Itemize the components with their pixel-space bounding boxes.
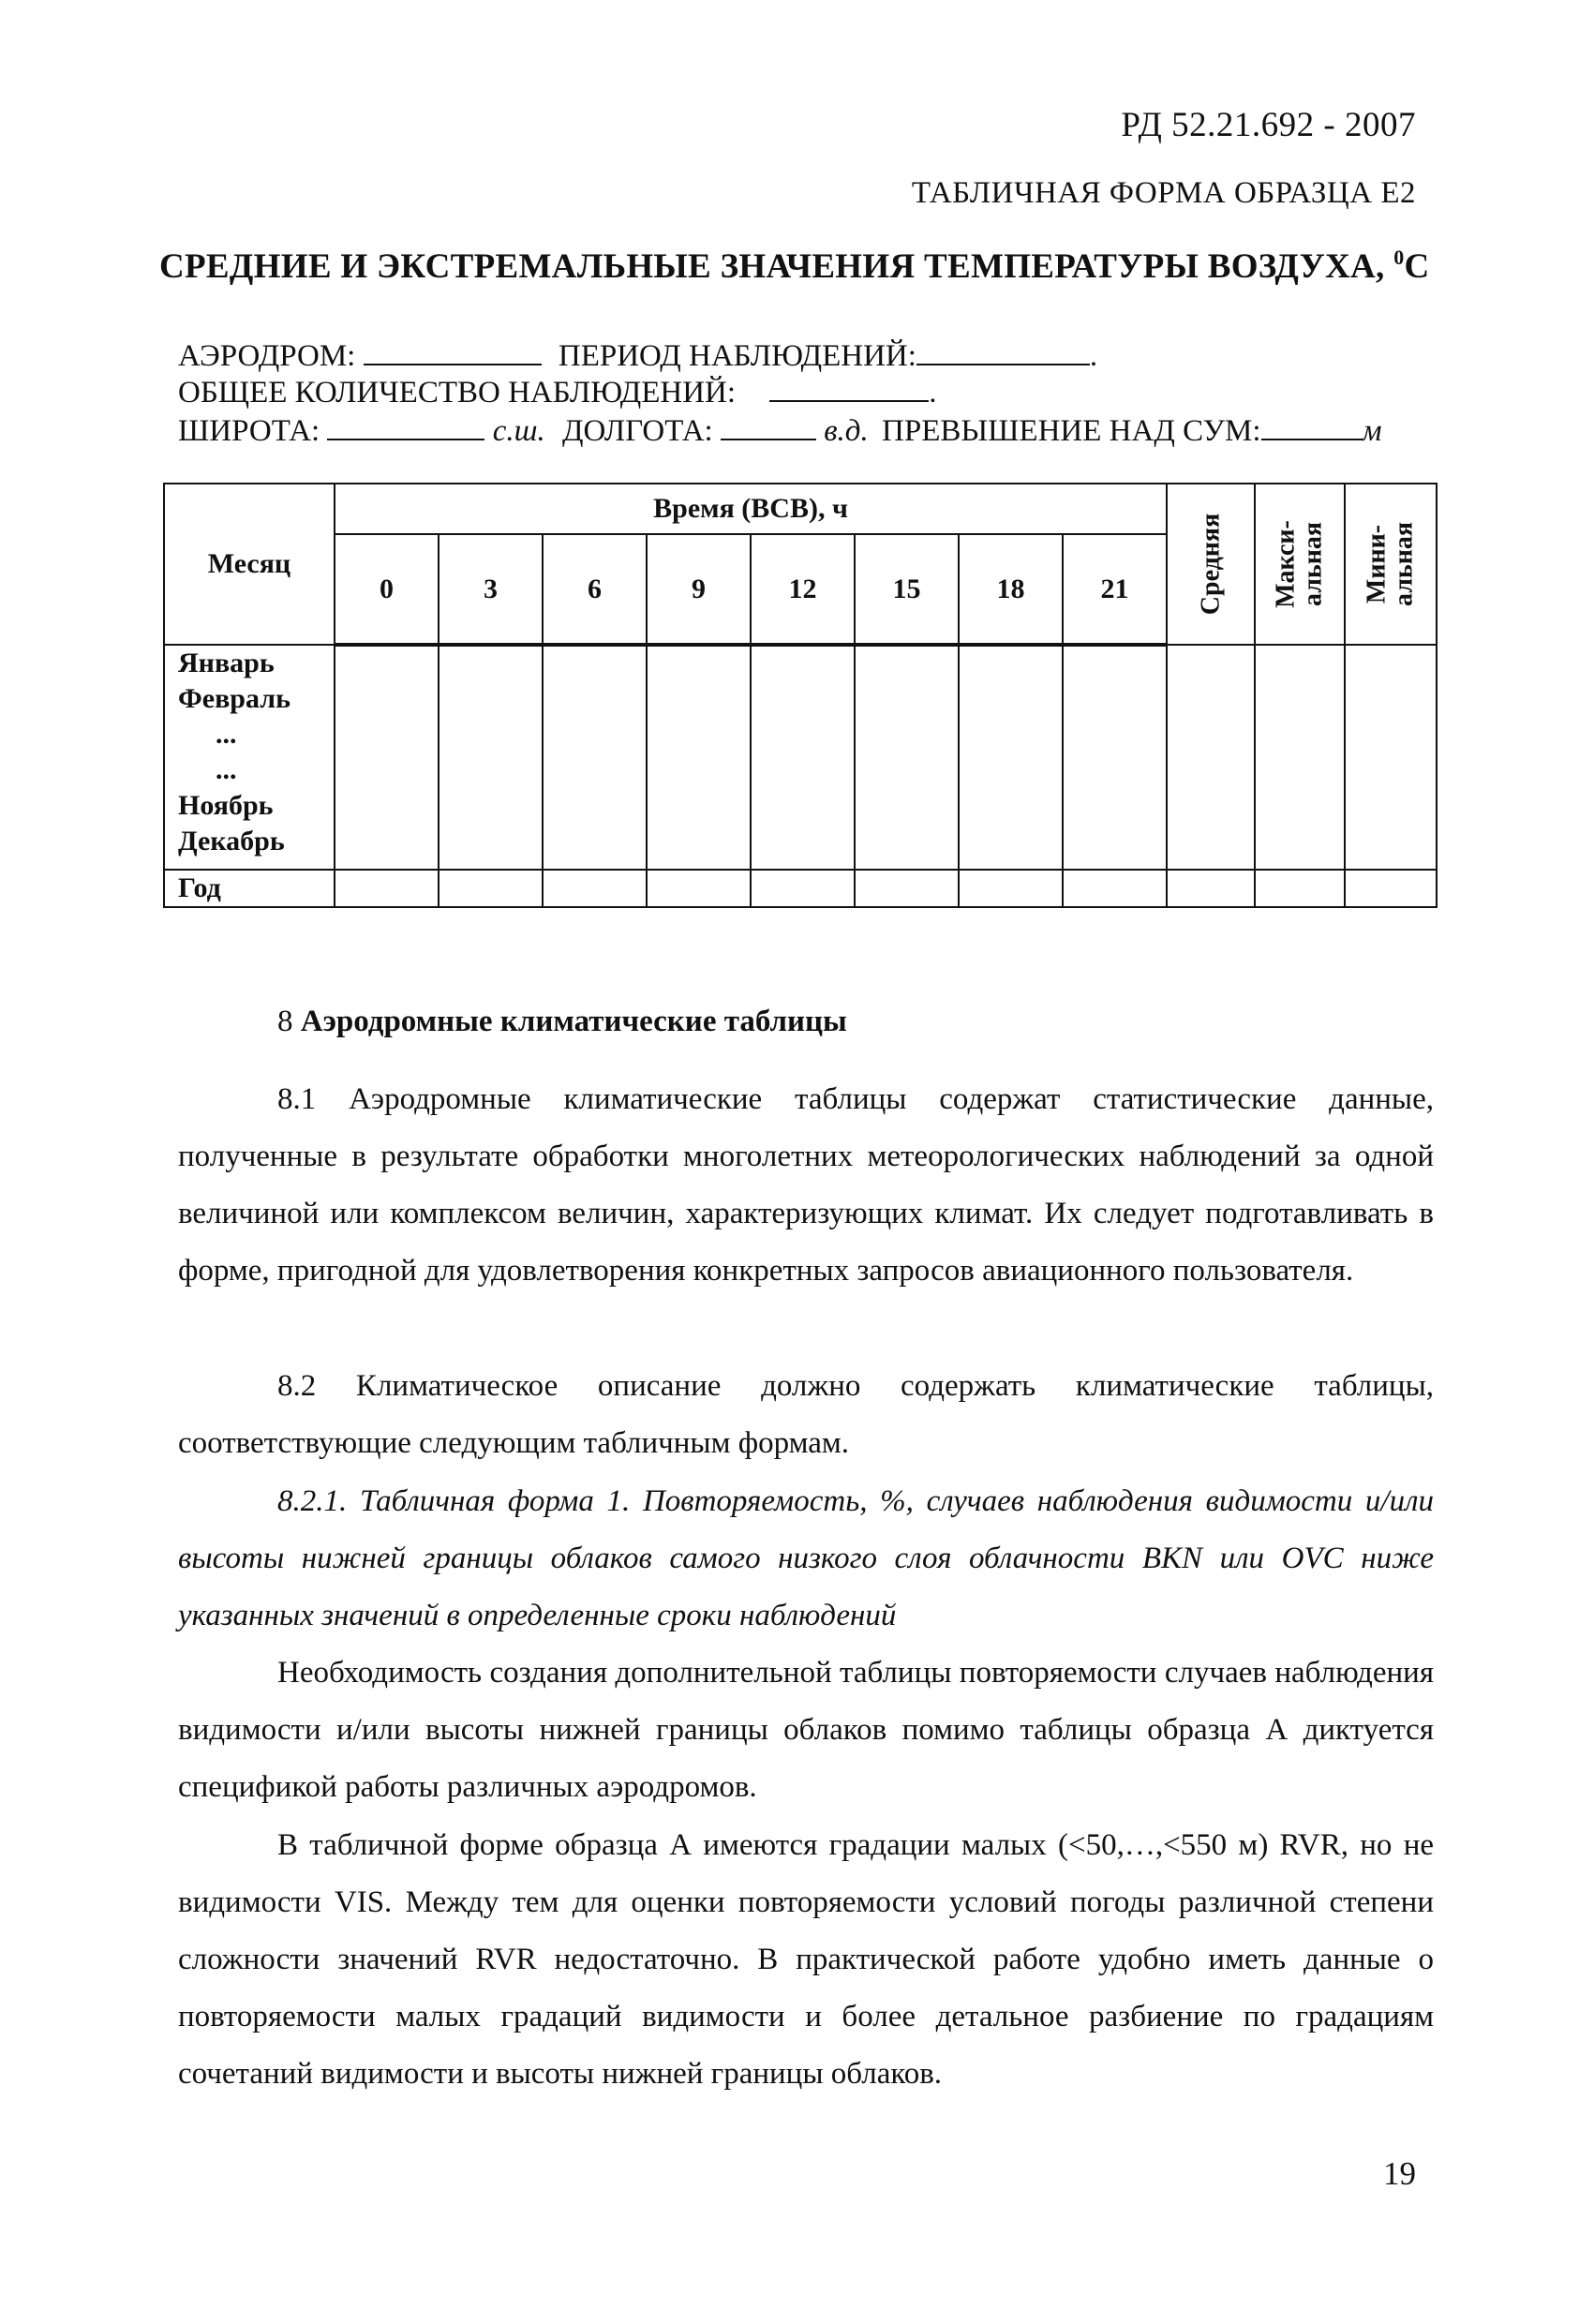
hour-header-12: 12 — [751, 534, 855, 645]
table-cell[interactable] — [335, 645, 439, 870]
table-cell[interactable] — [1063, 645, 1167, 870]
month-ellipsis-2: ... — [216, 754, 237, 785]
hour-header-3: 3 — [439, 534, 543, 645]
avg-label: Средняя — [1196, 513, 1226, 616]
paragraph-8-2 — [178, 1358, 1434, 1472]
hour-header-15: 15 — [855, 534, 959, 645]
form-label: ТАБЛИЧНАЯ ФОРМА ОБРАЗЦА Е2 — [911, 176, 1416, 210]
month-column-header: Месяц — [164, 484, 335, 645]
table-row-year — [164, 870, 1437, 907]
hour-header-21: 21 — [1063, 534, 1167, 645]
avg-column-header — [1167, 484, 1255, 645]
table-row-months — [164, 645, 1437, 870]
longitude-unit: в.д. — [824, 414, 869, 448]
table-cell[interactable] — [855, 870, 959, 907]
aerodrome-label: АЭРОДРОМ: — [178, 339, 356, 373]
table-cell[interactable] — [543, 645, 647, 870]
paragraph-form-a — [178, 1817, 1434, 2103]
paragraph-8-1-text: 8.1 Аэродромные климатические таблицы содержат статистические данные, полученные в результате обработки многолетних метеорологических наблюдений за одной величиной или комплексом величин, характеризующих климат. Их следует подготавливать в форме, пригодной для удовлетворения конкретных запросов авиационного пользователя. — [178, 1082, 1434, 1288]
aerodrome-field[interactable] — [364, 339, 542, 365]
latitude-unit: с.ш. — [492, 414, 545, 448]
min-label — [1363, 522, 1419, 606]
table-cell[interactable] — [1167, 870, 1255, 907]
month-ellipsis-1: ... — [216, 719, 237, 750]
temperature-table — [163, 483, 1438, 908]
table-cell[interactable] — [1167, 645, 1255, 870]
section-heading — [277, 1005, 847, 1039]
section-title: Аэродромные климатические таблицы — [300, 1005, 847, 1038]
max-label-line2: альная — [1299, 521, 1329, 607]
table-cell[interactable] — [439, 870, 543, 907]
elevation-label: ПРЕВЫШЕНИЕ НАД СУМ: — [882, 414, 1261, 448]
latitude-label: ШИРОТА: — [178, 414, 320, 448]
meta-line-aerodrome: АЭРОДРОМ: ПЕРИОД НАБЛЮДЕНИЙ: . — [178, 339, 1098, 373]
table-cell[interactable] — [959, 645, 1063, 870]
paragraph-necessity-text: Необходимость создания дополнительной таблицы повторяемости случаев наблюдения видимости и/или высоты нижней границы облаков помимо таблицы образца А диктуется спецификой работы различных аэродромов. — [178, 1656, 1434, 1804]
hour-header-0: 0 — [335, 534, 439, 645]
table-cell[interactable] — [543, 870, 647, 907]
max-column-header — [1255, 484, 1345, 645]
hour-header-18: 18 — [959, 534, 1063, 645]
time-column-header: Время (ВСВ), ч — [335, 484, 1167, 534]
meta-line-coords — [178, 414, 1382, 447]
table-cell[interactable] — [1345, 870, 1437, 907]
month-february: Февраль — [178, 683, 290, 714]
min-column-header — [1345, 484, 1437, 645]
period-field[interactable] — [916, 339, 1090, 365]
paragraph-8-2-1 — [178, 1473, 1434, 1645]
page-title — [159, 246, 1430, 287]
table-cell[interactable] — [335, 870, 439, 907]
paragraph-8-2-1-text: 8.2.1. Табличная форма 1. Повторяемость, %, случаев наблюдения видимости и/или высоты нижней границы облаков самого низкого слоя облачности BKN или OVC ниже указанных значений в определенные сроки наблюдений — [178, 1484, 1434, 1632]
min-label-line2: альная — [1390, 521, 1420, 607]
table-cell[interactable] — [855, 645, 959, 870]
title-text: СРЕДНИЕ И ЭКСТРЕМАЛЬНЫЕ ЗНАЧЕНИЯ ТЕМПЕРАТУРЫ ВОЗДУХА, — [159, 247, 1385, 286]
min-label-line1: Мини- — [1362, 524, 1392, 604]
year-cell: Год — [164, 870, 335, 907]
table-cell[interactable] — [1255, 870, 1345, 907]
table-cell[interactable] — [1063, 870, 1167, 907]
table-cell[interactable] — [647, 645, 751, 870]
period-label: ПЕРИОД НАБЛЮДЕНИЙ: — [558, 339, 916, 373]
table-cell[interactable] — [751, 870, 855, 907]
paragraph-form-a-text: В табличной форме образца А имеются градации малых (<50,…,<550 м) RVR, но не видимости VIS. Между тем для оценки повторяемости условий погоды различной степени сложности значений RVR недостаточно. В практической работе удобно иметь данные о повторяемости малых градаций видимости и более детальное разбиение по градациям сочетаний видимости и высоты нижней границы облаков. — [178, 1828, 1434, 2091]
paragraph-necessity — [178, 1645, 1434, 1816]
table-cell[interactable] — [647, 870, 751, 907]
table-cell[interactable] — [1255, 645, 1345, 870]
elevation-unit: м — [1362, 414, 1382, 448]
months-cell — [164, 645, 335, 870]
month-january: Январь — [178, 648, 275, 678]
paragraph-8-1 — [178, 1071, 1434, 1300]
hour-header-9: 9 — [647, 534, 751, 645]
paragraph-8-2-text: 8.2 Климатическое описание должно содержать климатические таблицы, соответствующие следующим табличным формам. — [178, 1369, 1434, 1460]
total-field[interactable] — [769, 376, 929, 402]
total-label: ОБЩЕЕ КОЛИЧЕСТВО НАБЛЮДЕНИЙ: — [178, 376, 737, 410]
table-cell[interactable] — [1345, 645, 1437, 870]
table-cell[interactable] — [751, 645, 855, 870]
elevation-field[interactable] — [1261, 414, 1363, 440]
table-cell[interactable] — [439, 645, 543, 870]
page-number: 19 — [1383, 2155, 1416, 2192]
section-number: 8 — [277, 1005, 293, 1038]
max-label-line1: Макси- — [1271, 520, 1301, 608]
table-cell[interactable] — [959, 870, 1063, 907]
title-unit: С — [1404, 247, 1430, 286]
title-degree: 0 — [1393, 246, 1405, 269]
meta-line-total: ОБЩЕЕ КОЛИЧЕСТВО НАБЛЮДЕНИЙ: . — [178, 376, 937, 410]
document-code: РД 52.21.692 - 2007 — [1121, 106, 1416, 144]
month-november: Ноябрь — [178, 790, 274, 821]
max-label — [1273, 520, 1328, 608]
longitude-label: ДОЛГОТА: — [562, 414, 713, 448]
month-december: Декабрь — [178, 826, 285, 857]
longitude-field[interactable] — [721, 414, 816, 440]
latitude-field[interactable] — [327, 414, 484, 440]
hour-header-6: 6 — [543, 534, 647, 645]
